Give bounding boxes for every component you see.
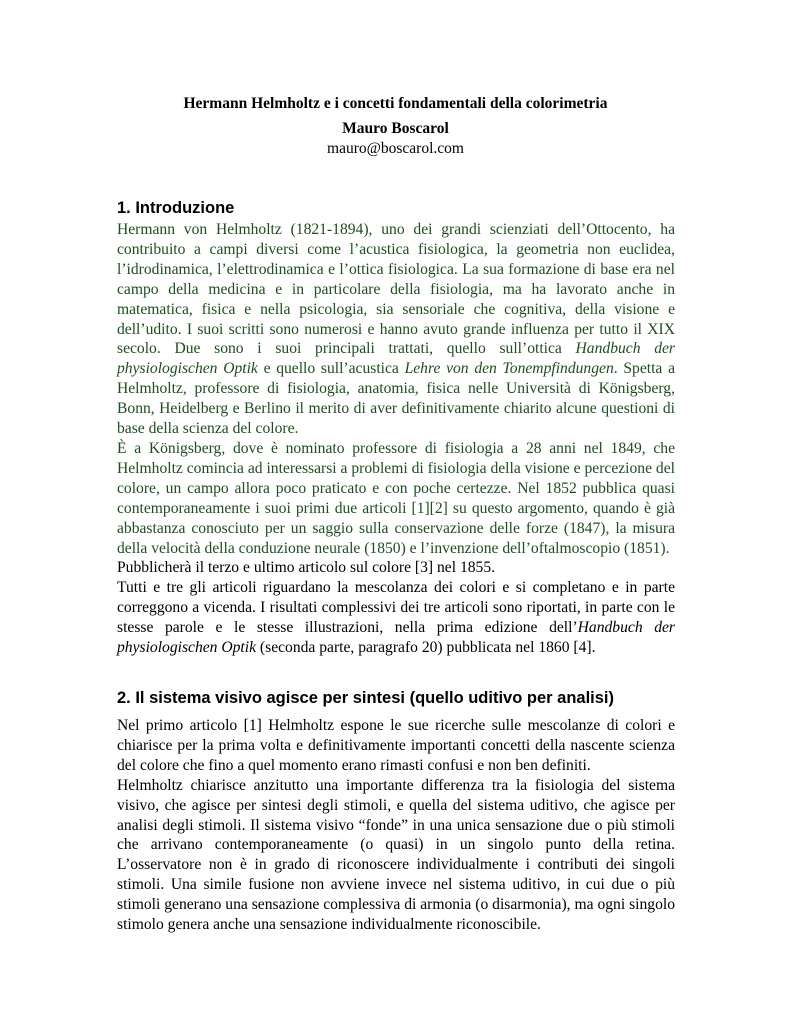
book-title-optik: Handbuch der physiologischen Optik [117, 619, 675, 657]
section-1-heading: 1. Introduzione [117, 199, 235, 217]
section-1-body [117, 220, 675, 658]
text-run: Pubblicherà il terzo e ultimo articolo sul colore [3] nel 1855. [117, 559, 496, 577]
book-title-tonempfindungen: Lehre von den Tonempfindungen [404, 360, 614, 378]
text-run: e quello sull’acustica [257, 360, 405, 378]
text-run: . Spetta a Helmholtz, professore di fisiologia, anatomia, fisica nelle Università di Königsberg, Bonn, Heidelberg e Berlino il merito di aver definitivamente chiarito alcune questioni di base della scienza del colore. [117, 360, 675, 438]
author-email: mauro@boscarol.com [327, 140, 464, 157]
text-run: Hermann von Helmholtz (1821-1894), uno dei grandi scienziati dell’Ottocento, ha contribuito a campi diversi come l’acustica fisiologica, la geometria non euclidea, l’idrodinamica, l’elettrodinamica e l’ottica fisiologica. La sua formazione di base era nel campo della medicina e in particolare della fisiologia, ma ha lavorato anche in matematica, fisica e nella psicologia, sia sensoriale che cognitiva, della visione e dell’udito. I suoi scritti sono numerosi e hanno avuto grande influenza per tutto il XIX secolo. Due sono i suoi principali trattati, quello sull’ottica [117, 221, 675, 358]
section-2-heading: 2. Il sistema visivo agisce per sintesi (quello uditivo per analisi) [117, 689, 615, 707]
author-name: Mauro Boscarol [342, 120, 449, 137]
text-run: (seconda parte, paragrafo 20) pubblicata nel 1860 [4]. [256, 639, 596, 657]
text-run: È a Königsberg, dove è nominato professore di fisiologia a 28 anni nel 1849, che Helmholtz comincia ad interessarsi a problemi di fisiologia della visione e percezione del colore, un campo allora poco praticato e con poche certezze. Nel 1852 pubblica quasi contemporaneamente i suoi primi due articoli [1][2] su questo argomento, quando è già abbastanza conosciuto per un saggio sulla conservazione delle forze (1847), la misura della velocità della conduzione neurale (1850) e l’invenzione dell’oftalmoscopio (1851). [117, 439, 675, 557]
section-2-body [117, 716, 675, 935]
section-1-paragraph-1 [117, 220, 675, 439]
section-2-paragraph-2: Helmholtz chiarisce anzitutto una importante differenza tra la fisiologia del sistema visivo, che agisce per sintesi degli stimoli, e quella del sistema uditivo, che agisce per analisi degli stimoli. Il sistema visivo “fonde” in una unica sensazione due o più stimoli che arrivano contemporaneamente (o quasi) in un singolo punto della retina. L’osservatore non è in grado di riconoscere individualmente i contributi dei singoli stimoli. Una simile fusione non avviene invece nel sistema uditivo, in cui due o più stimoli generano una sensazione complessiva di armonia (o disarmonia), ma ogni singolo stimolo genera anche una sensazione individualmente riconoscibile. [117, 776, 675, 934]
section-1-paragraph-3 [117, 578, 675, 658]
section-1-paragraph-2 [117, 439, 675, 578]
paper-title: Hermann Helmholtz e i concetti fondamentali della colorimetria [183, 95, 608, 112]
section-2-paragraph-1: Nel primo articolo [1] Helmholtz espone le sue ricerche sulle mescolanze di colori e chiarisce per la prima volta e definitivamente importanti concetti della nascente scienza del colore che fino a quel momento erano rimasti confusi e non ben definiti. [117, 717, 675, 774]
text-run: Tutti e tre gli articoli riguardano la mescolanza dei colori e si completano e in parte correggono a vicenda. I risultati complessivi dei tre articoli sono riportati, in parte con le stesse parole e le stesse illustrazioni, nella prima edizione dell’ [117, 579, 675, 637]
book-title-optik: Handbuch der physiologischen Optik [117, 340, 676, 378]
